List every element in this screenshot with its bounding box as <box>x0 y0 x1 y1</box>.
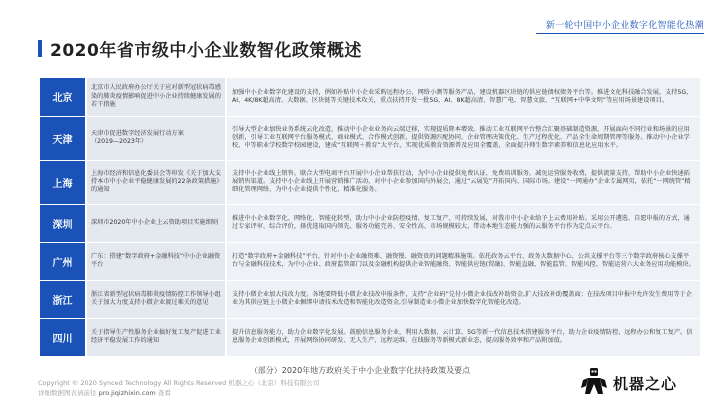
table-row <box>40 160 700 204</box>
table-row <box>40 280 700 318</box>
policy-name: 浙江省新型冠状病毒肺炎疫情防控工作领导小组关于加大力度支持小微企业渡过难关的意见 <box>86 280 226 318</box>
city-label: 上海 <box>40 160 86 204</box>
policy-content: 打造“数字政府+金融科技”平台，针对中小企业融资难、融资慢、融资贵的问题精准施策。依托政务云平台、政务大数据中心、公共支撑平台等三个数字政府核心支撑平台与金融科技技术，为中小企业、政府监管部门以及金融机构提供企业智能融资、智能供应链(贸融)、智能直融、智能监管、智能风控、智能运营六大业务应用功能模块。 <box>226 242 700 280</box>
policy-name: 北京市人民政府办公厅关于应对新型冠状病毒感染的肺炎疫情影响促进中小企业持续健康发展的若干措施 <box>86 78 226 116</box>
footer-link-prefix: 详细数据图表请前往 <box>38 389 97 397</box>
policy-name: 深圳市2020年中小企业上云资助项目实施细则 <box>86 204 226 242</box>
policy-content: 提升信息服务能力，助力企业数字化发展。鼓励信息服务企业，利用大数据、云计算、5G等新一代信息技术搭建服务平台，助力企业疫情防控、远程办公和复工复产。信息服务企业创新模式，开展网络协同研发、无人生产、远程运维、在线服务等新模式新业态，提高服务效率和产品附加值。 <box>226 318 700 356</box>
city-label: 广州 <box>40 242 86 280</box>
policy-name: 天津市促进数字经济发展行动方案 （2019—2023年） <box>86 116 226 160</box>
logo-text: 机器之心 <box>613 375 678 393</box>
policy-name: 广东：搭建“数字政府+金融科技”中小企业融资平台 <box>86 242 226 280</box>
policy-content: 引导大型企业加快业务系统云化改造，推动中小企业业务向云端迁移，实现提质降本增效。推动工业互联网平台整合汇聚基础制造资源，开展面向不同行业和场景的应用创新，引导工业互联网平台服务模式、商业模式、合作模式创新，提供资源匹配协同、企业管理决策优化、生产过程优化、产品全生命周期管理等服务。推动中小企业学校、中等职业学校数字校园建设，建成“互联网＋教育”大平台，实现优质教育资源普及应用全覆盖，全面提升师生数字素养和信息化应用水平。 <box>226 116 700 160</box>
policy-content: 推进中小企业数字化、网络化、智能化转型，助力中小企业防控疫情、复工复产、可持续发展，对我市中小企业给予上云费用补贴。采用公开遴选、自愿申报的方式，通过专家评审、综合评价，择优选取国内领先、服务功能完善、安全性高、市场规模较大、带动本地生态能力强的云服务平台作为定点云平台。 <box>226 204 700 242</box>
robot-logo-icon <box>579 366 609 396</box>
table-caption: （部分）2020年地方政府关于中小企业数字化扶持政策及要点 <box>249 366 471 375</box>
city-label: 天津 <box>40 116 86 160</box>
footer-link-suffix: 查看 <box>157 389 171 397</box>
city-label: 深圳 <box>40 204 86 242</box>
title-accent-bar <box>38 40 42 57</box>
policy-content: 支持小微企业加大技改力度。各地要降低小微企业技改申报条件，支持“企业码”兑付小微企业技改补助资金,扩大技改补助覆盖面；在技改项目申报中允许发生费用等于企业为其供应链上小微企业捆绑申请技术改造和智能化改造资金,引导制造业小微企业加快数字化智能化改造。 <box>226 280 700 318</box>
policy-name: 上海市经济和信息化委员会等印发《关于加大支持本市中小企业平稳健康发展的22条政策措施》的通知 <box>86 160 226 204</box>
table-row <box>40 242 700 280</box>
city-label: 浙江 <box>40 280 86 318</box>
header-tag-underline <box>536 33 704 34</box>
city-label: 四川 <box>40 318 86 356</box>
policy-table <box>40 78 700 357</box>
table-row <box>40 78 700 116</box>
policy-content: 支持中小企业线上销售。联合大型电商平台开展中小企业帮扶行动，为中小企业提供免费认证、免费培训服务，减免运营服务收费，提供流量支持，帮助中小企业快速拓展销售渠道。支持中小企业线上开展营销推广活动，对中小企业参加国内外展会，通过“云展览”开拓国内、国际市场。建设“一网通办”企业专属网页，依托“一网统管”精细化管理网络，为中小企业提供个性化、精准化服务。 <box>226 160 700 204</box>
policy-name: 关于指导生产性服务企业搞好复工复产促进工业经济平稳发展工作的通知 <box>86 318 226 356</box>
footer-link-url[interactable]: pro.jiqizhixin.com <box>98 389 156 397</box>
footer-link-line <box>38 388 171 397</box>
table-row <box>40 116 700 160</box>
policy-content: 加强中小企业数字化建设的支持，例如补贴中小企业采购远程办公、网络小测等服务产品，建设机器区块链的供应链债权债务平台等。推进文化科技融合发展，支持5G、AI、4K/8K超高清、大数据、区块链等关键技术攻关，重点扶持开发一批5G、AI、8K超高清、智慧广电、智慧文旅、“互联网+中华文明”等应用场景建设项目。 <box>226 78 700 116</box>
table-row <box>40 204 700 242</box>
city-label: 北京 <box>40 78 86 116</box>
brand-logo <box>579 366 694 396</box>
copyright-text: Copyright © 2020 Synced Technology All Rights Reserved 机器之心（北京）科技有限公司 <box>38 379 320 387</box>
table-row <box>40 318 700 356</box>
header-tag: 新一轮中国中小企业数字化智能化热潮 <box>545 21 704 31</box>
page-title: 2020年省市级中小企业数智化政策概述 <box>50 41 362 61</box>
